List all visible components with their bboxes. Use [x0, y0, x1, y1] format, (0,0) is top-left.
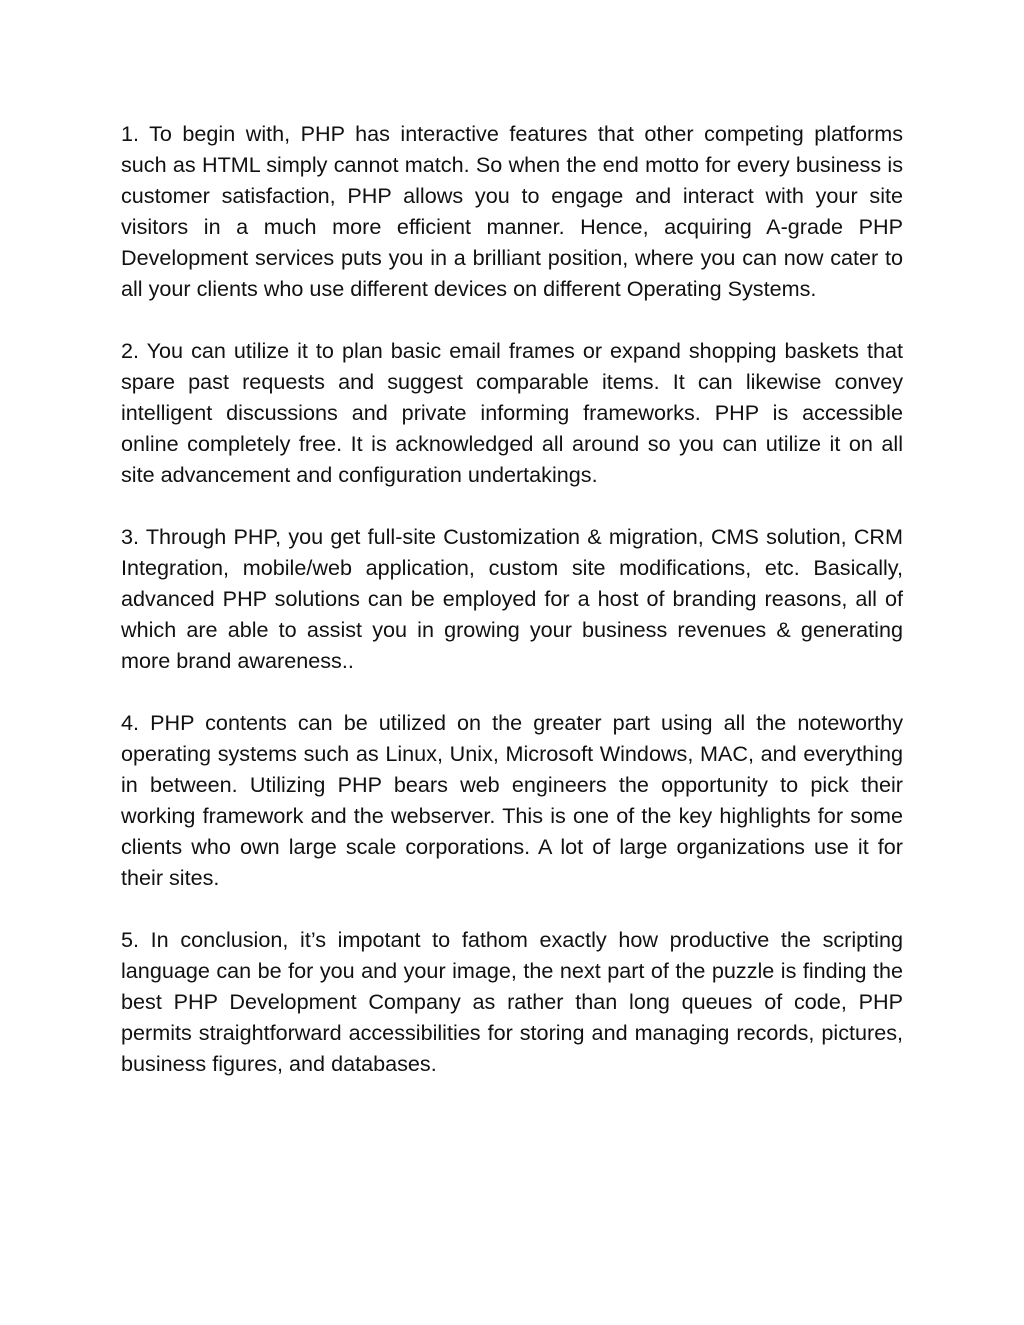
paragraph-1: 1. To begin with, PHP has interactive features that other competing platforms such as HTML simply cannot match. So when the end motto for every business is customer satisfaction, PHP allows you to engage and interact with your site visitors in a much more efficient manner. Hence, acquiring A-grade PHP Development services puts you in a brilliant position, where you can now cater to all your clients who use different devices on different Operating Systems. — [121, 121, 903, 301]
paragraph-2: 2. You can utilize it to plan basic email frames or expand shopping baskets that spare past requests and suggest comparable items. It can likewise convey intelligent discussions and private informing frameworks. PHP is accessible online completely free. It is acknowledged all around so you can utilize it on all site advancement and configuration undertakings. — [121, 338, 903, 487]
paragraph-3: 3. Through PHP, you get full-site Customization & migration, CMS solution, CRM Integration, mobile/web application, custom site modifications, etc. Basically, advanced PHP solutions can be employed for a host of branding reasons, all of which are able to assist you in growing your business revenues & generating more brand awareness.. — [121, 524, 903, 673]
paragraph-5: 5. In conclusion, it’s impotant to fathom exactly how productive the scripting language can be for you and your image, the next part of the puzzle is finding the best PHP Development Company as rather than long queues of code, PHP permits straightforward accessibilities for storing and managing records, pictures, business figures, and databases. — [121, 927, 903, 1076]
paragraph-4: 4. PHP contents can be utilized on the greater part using all the noteworthy operating systems such as Linux, Unix, Microsoft Windows, MAC, and everything in between. Utilizing PHP bears web engineers the opportunity to pick their working framework and the webserver. This is one of the key highlights for some clients who own large scale corporations. A lot of large organizations use it for their sites. — [121, 710, 903, 890]
document-body — [121, 118, 903, 1079]
